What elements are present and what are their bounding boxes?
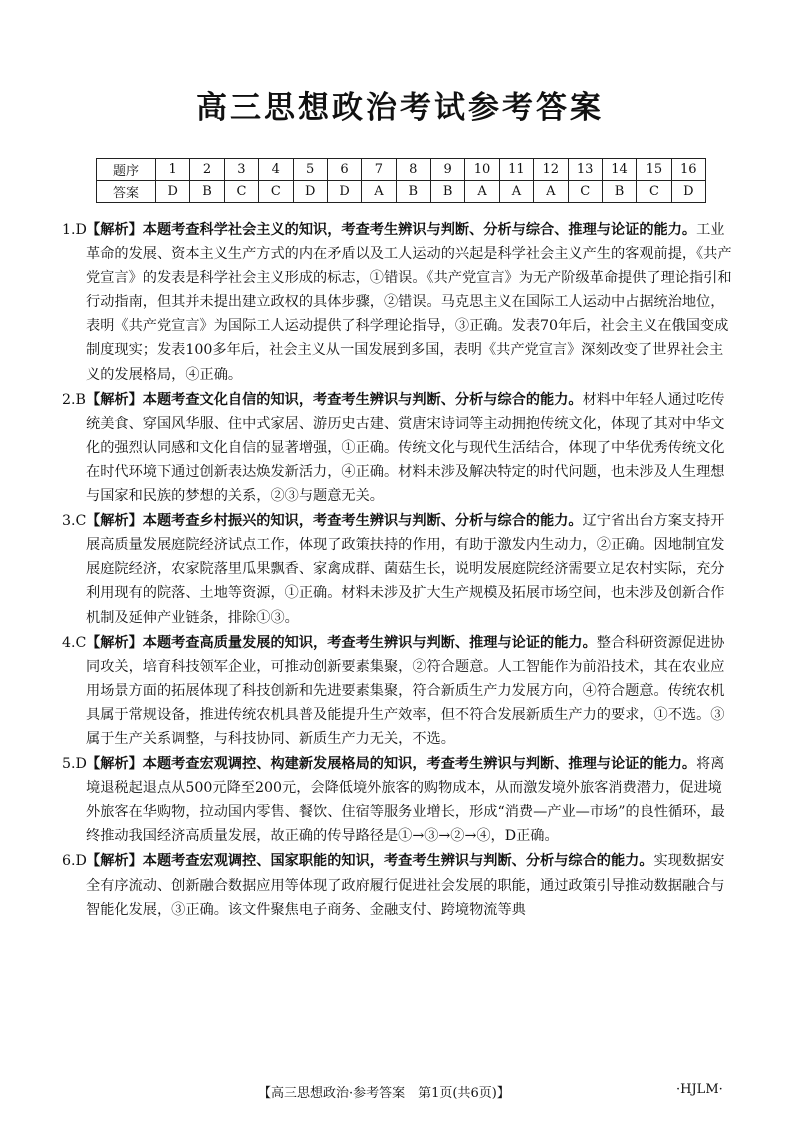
table-cell: 13 <box>568 159 602 181</box>
table-cell: A <box>465 181 499 203</box>
list-item <box>62 631 734 751</box>
table-cell: D <box>293 181 327 203</box>
list-item <box>62 849 734 921</box>
item-heading: 【解析】本题考查宏观调控、国家职能的知识，考查考生辨识与判断、分析与综合的能力。 <box>86 853 654 870</box>
list-item <box>62 388 734 508</box>
table-cell: A <box>534 181 568 203</box>
table-cell: B <box>396 181 430 203</box>
table-cell: 16 <box>671 159 705 181</box>
table-cell: A <box>499 181 533 203</box>
table-cell: 4 <box>259 159 293 181</box>
item-heading: 【解析】本题考查文化自信的知识，考查考生辨识与判断、分析与综合的能力。 <box>86 391 583 408</box>
table-cell: 7 <box>362 159 396 181</box>
footer-code: ·HJLM· <box>676 1082 723 1097</box>
item-body: 将离境退税起退点从500元降至200元，会降低境外旅客的购物成本，从而激发境外旅客消费潜力，促进境外旅客在华购物，拉动国内零售、餐饮、住宿等服务业增长，形成“消费—产业—市场”的良性循环，最终推动我国经济高质量发展，故正确的传导路径是①→③→②→④，D正确。 <box>86 756 725 845</box>
table-cell: 15 <box>637 159 671 181</box>
table-row <box>97 159 706 181</box>
table-cell: D <box>671 181 705 203</box>
item-number: 4.C <box>62 634 87 651</box>
table-cell: C <box>637 181 671 203</box>
table-cell: C <box>259 181 293 203</box>
table-cell: 3 <box>224 159 258 181</box>
table-cell: 1 <box>156 159 190 181</box>
table-cell: C <box>568 181 602 203</box>
table-cell: 12 <box>534 159 568 181</box>
list-item <box>62 752 734 848</box>
table-cell: A <box>362 181 396 203</box>
table-cell: 9 <box>431 159 465 181</box>
row-label-number: 题序 <box>97 159 156 181</box>
table-cell: 2 <box>190 159 224 181</box>
table-cell: B <box>602 181 636 203</box>
table-cell: 11 <box>499 159 533 181</box>
item-body: 工业革命的发展、资本主义生产方式的内在矛盾以及工人运动的兴起是科学社会主义产生的客观前提，《共产党宣言》的发表是科学社会主义形成的标志，①错误。《共产党宣言》为无产阶级革命提供了理论指引和行动指南，但其并未提出建立政权的具体步骤，②错误。马克思主义在国际工人运动中占据统治地位，表明《共产党宣言》为国际工人运动提供了科学理论指导，③正确。发表70年后，社会主义在俄国变成制度现实；发表100多年后，社会主义从一国发展到多国，表明《共产党宣言》深刻改变了世界社会主义的发展格局，④正确。 <box>86 222 732 383</box>
table-cell: 6 <box>327 159 361 181</box>
footer-page-info: 【高三思想政治·参考答案 第1页(共6页)】 <box>258 1086 510 1101</box>
table-cell: 14 <box>602 159 636 181</box>
list-item <box>62 218 734 387</box>
item-number: 6.D <box>62 853 87 870</box>
item-body: 辽宁省出台方案支持开展高质量发展庭院经济试点工作，体现了政策扶持的作用，有助于激发内生动力，②正确。因地制宜发展庭院经济，农家院落里瓜果飘香、家禽成群、菌菇生长，说明发展庭院经济需要立足农村实际，充分利用现有的院落、土地等资源，①正确。材料未涉及扩大生产规模及拓展市场空间，也未涉及创新合作机制及延伸产业链条，排除①③。 <box>86 513 725 626</box>
table-cell: D <box>156 181 190 203</box>
table-cell: 5 <box>293 159 327 181</box>
item-heading: 【解析】本题考查乡村振兴的知识，考查考生辨识与判断、分析与综合的能力。 <box>86 513 583 530</box>
answer-table <box>96 158 706 203</box>
item-heading: 【解析】本题考查宏观调控、构建新发展格局的知识，考查考生辨识与判断、推理与论证的能力。 <box>86 756 697 773</box>
item-body: 整合科研资源促进协同攻关，培育科技领军企业，可推动创新要素集聚，②符合题意。人工智能作为前沿技术，其在农业应用场景方面的拓展体现了科技创新和先进要素集聚，符合新质生产力发展方向，④符合题意。传统农机具属于常规设备，推进传统农机具普及能提升生产效率，但不符合发展新质生产力的要求，①不选。③属于生产关系调整，与科技协同、新质生产力无关，不选。 <box>86 634 725 747</box>
table-cell: B <box>190 181 224 203</box>
item-body: 实现数据安全有序流动、创新融合数据应用等体现了政府履行促进社会发展的职能，通过政策引导推动数据融合与智能化发展，③正确。该文件聚焦电子商务、金融支付、跨境物流等典 <box>86 853 725 918</box>
item-number: 2.B <box>62 391 86 408</box>
table-cell: B <box>431 181 465 203</box>
item-body: 材料中年轻人通过吃传统美食、穿国风华服、住中式家居、游历史古建、赏唐宋诗词等主动拥抱传统文化，体现了其对中华文化的强烈认同感和文化自信的显著增强，①正确。传统文化与现代生活结合，体现了中华优秀传统文化在时代环境下通过创新表达焕发新活力，④正确。材料未涉及解决特定的时代问题，也未涉及人生理想与国家和民族的梦想的关系，②③与题意无关。 <box>86 391 725 505</box>
table-cell: C <box>224 181 258 203</box>
table-row <box>97 181 706 203</box>
item-number: 1.D <box>62 222 87 238</box>
page-title: 高三思想政治考试参考答案 <box>196 90 604 126</box>
table-cell: D <box>327 181 361 203</box>
item-number: 5.D <box>62 756 87 773</box>
table-cell: 10 <box>465 159 499 181</box>
list-item <box>62 509 734 629</box>
row-label-answer: 答案 <box>97 181 156 203</box>
item-heading: 【解析】本题考查高质量发展的知识，考查考生辨识与判断、推理与论证的能力。 <box>86 634 597 651</box>
item-heading: 【解析】本题考查科学社会主义的知识，考查考生辨识与判断、分析与综合、推理与论证的能力。 <box>86 222 697 238</box>
item-number: 3.C <box>62 513 87 530</box>
explanation-list <box>62 218 734 923</box>
table-cell: 8 <box>396 159 430 181</box>
